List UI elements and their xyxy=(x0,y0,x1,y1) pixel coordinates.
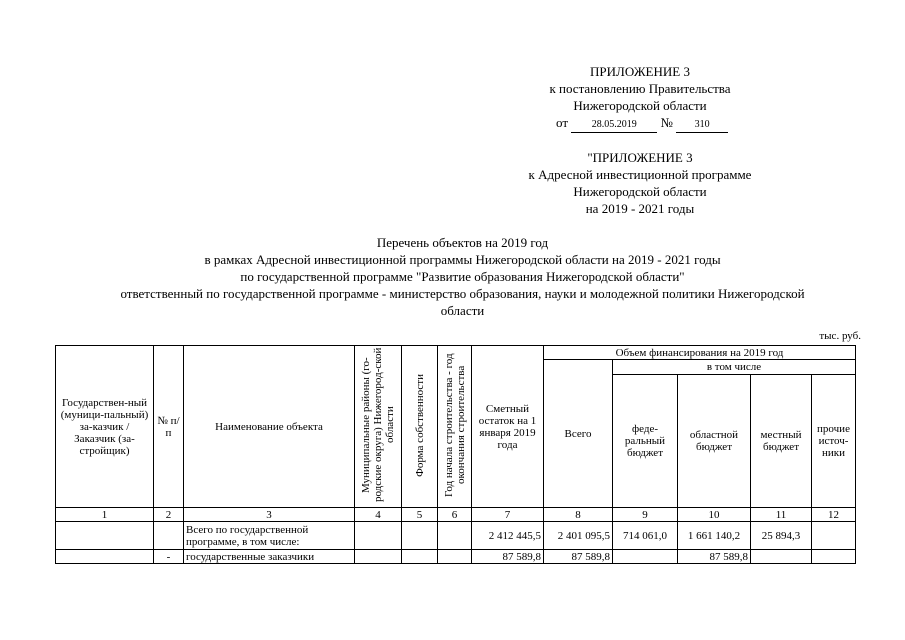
header-years-text: Год начала строительства - год окончания строительства xyxy=(442,353,467,497)
cell-num: - xyxy=(154,550,184,564)
header-years xyxy=(438,346,472,508)
header-ownership-text: Форма собственности xyxy=(413,373,426,477)
cell-estimate: 87 589,8 xyxy=(472,550,544,564)
cell-other xyxy=(812,522,856,550)
date-prefix: от xyxy=(556,115,569,130)
header-local: местный бюджет xyxy=(751,375,812,508)
col-number: 10 xyxy=(678,508,751,522)
table-row-customers xyxy=(56,550,856,564)
date-value: 28.05.2019 xyxy=(571,118,657,133)
appendix-region: Нижегородской области xyxy=(573,98,707,113)
col-number: 2 xyxy=(154,508,184,522)
cell-estimate: 2 412 445,5 xyxy=(472,522,544,550)
header-total: Всего xyxy=(544,360,613,508)
header-ownership xyxy=(402,346,438,508)
document-title xyxy=(40,234,885,319)
header-object-name: Наименование объекта xyxy=(184,346,355,508)
program-appendix-title: "ПРИЛОЖЕНИЕ 3 xyxy=(587,150,693,165)
col-number: 6 xyxy=(438,508,472,522)
cell-num xyxy=(154,522,184,550)
cell-local xyxy=(751,550,812,564)
objects-table xyxy=(55,345,856,564)
title-line-3: по государственной программе "Развитие образования Нижегородской области" xyxy=(240,269,685,284)
title-line-4: ответственный по государственной программе - министерство образования, науки и молодежной политики Нижегородской xyxy=(120,286,805,301)
header-regional: областной бюджет xyxy=(678,375,751,508)
cell-local: 25 894,3 xyxy=(751,522,812,550)
col-number: 12 xyxy=(812,508,856,522)
header-federal: феде-ральный бюджет xyxy=(613,375,678,508)
appendix-subtitle: к постановлению Правительства xyxy=(549,81,731,96)
number-value: 310 xyxy=(676,118,728,133)
cell-regional: 1 661 140,2 xyxy=(678,522,751,550)
col-number: 9 xyxy=(613,508,678,522)
col-number: 4 xyxy=(355,508,402,522)
header-municipal xyxy=(355,346,402,508)
cell-years xyxy=(438,522,472,550)
header-row-1 xyxy=(56,346,856,360)
col-number: 7 xyxy=(472,508,544,522)
program-appendix-subtitle: к Адресной инвестиционной программе xyxy=(528,167,752,182)
cell-object-name: Всего по государственной программе, в том числе: xyxy=(184,522,355,550)
cell-object-name: государственные заказчики xyxy=(184,550,355,564)
program-appendix-header xyxy=(470,149,810,217)
units-label: тыс. руб. xyxy=(819,330,861,342)
col-number: 1 xyxy=(56,508,154,522)
col-number: 3 xyxy=(184,508,355,522)
col-number: 5 xyxy=(402,508,438,522)
cell-ownership xyxy=(402,522,438,550)
program-appendix-years: на 2019 - 2021 годы xyxy=(585,201,695,216)
header-other: прочие источ-ники xyxy=(812,375,856,508)
col-number: 8 xyxy=(544,508,613,522)
cell-federal xyxy=(613,550,678,564)
title-line-2: в рамках Адресной инвестиционной программы Нижегородской области на 2019 - 2021 годы xyxy=(204,252,721,267)
appendix-date-line xyxy=(556,114,728,133)
cell-municipal xyxy=(355,522,402,550)
column-numbers-row xyxy=(56,508,856,522)
title-line-1: Перечень объектов на 2019 год xyxy=(376,235,549,250)
number-sign: № xyxy=(660,115,673,130)
cell-other xyxy=(812,550,856,564)
cell-total: 87 589,8 xyxy=(544,550,613,564)
header-including: в том числе xyxy=(613,360,856,375)
program-appendix-region: Нижегородской области xyxy=(573,184,707,199)
cell-years xyxy=(438,550,472,564)
header-municipal-text: Муниципальные районы (го-родские округа) Нижегород-ской области xyxy=(360,347,396,503)
cell-federal: 714 061,0 xyxy=(613,522,678,550)
cell-total: 2 401 095,5 xyxy=(544,522,613,550)
header-customer: Государствен-ный (муници-пальный) за-казчик / Заказчик (за-стройщик) xyxy=(56,346,154,508)
cell-customer xyxy=(56,522,154,550)
header-financing: Объем финансирования на 2019 год xyxy=(544,346,856,360)
table-row-total xyxy=(56,522,856,550)
col-number: 11 xyxy=(751,508,812,522)
header-num: № п/п xyxy=(154,346,184,508)
title-line-5: области xyxy=(440,303,485,318)
appendix-header xyxy=(470,63,810,114)
header-estimate: Сметный остаток на 1 января 2019 года xyxy=(472,346,544,508)
cell-regional: 87 589,8 xyxy=(678,550,751,564)
appendix-title: ПРИЛОЖЕНИЕ 3 xyxy=(590,64,690,79)
cell-customer xyxy=(56,550,154,564)
cell-municipal xyxy=(355,550,402,564)
cell-ownership xyxy=(402,550,438,564)
